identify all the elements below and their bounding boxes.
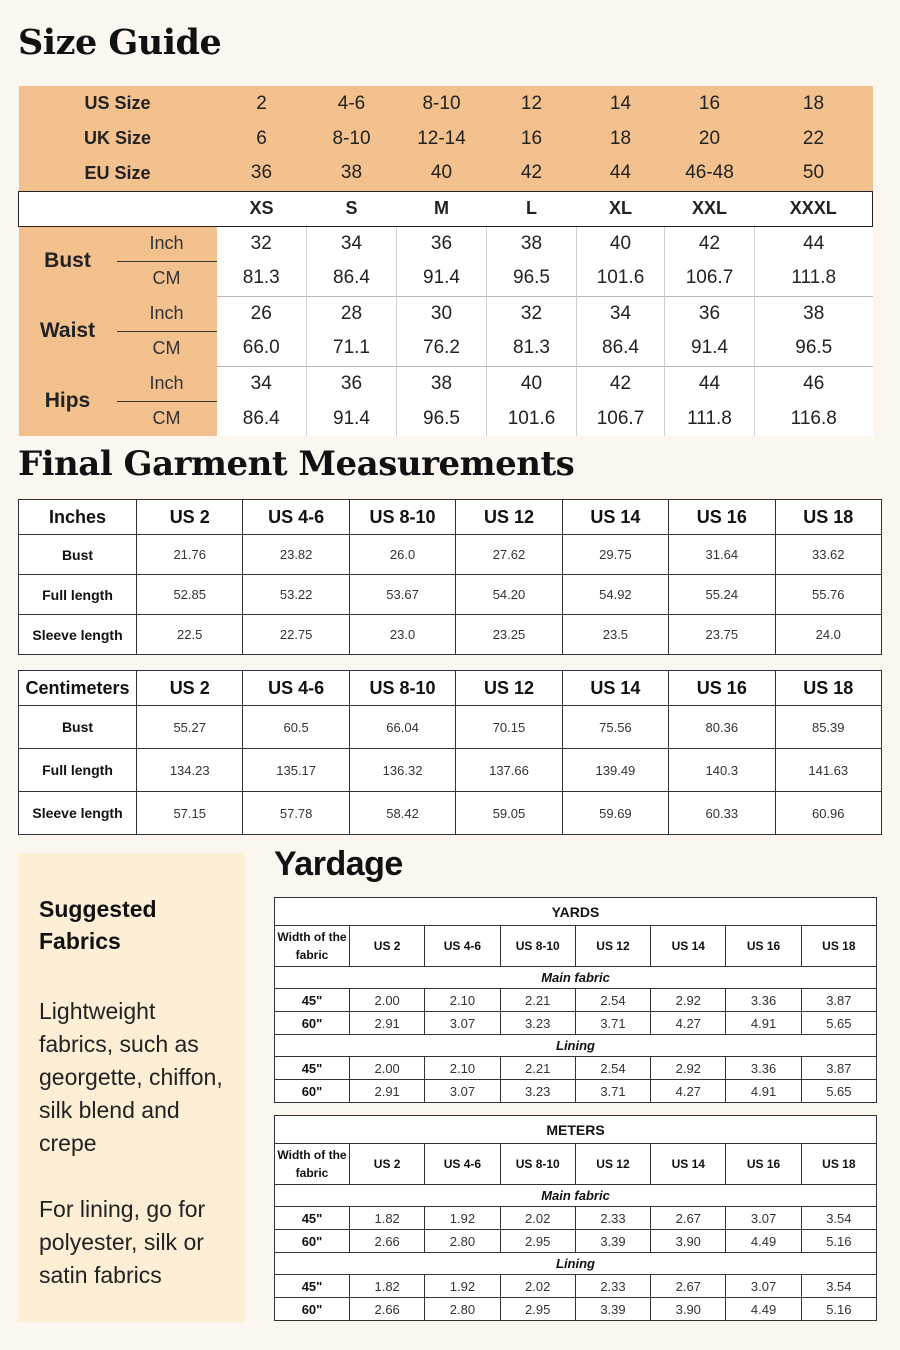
yardage-value: 2.21 (500, 989, 575, 1012)
yardage-column-header: US 12 (575, 926, 650, 967)
yardage-section-label: Lining (275, 1035, 877, 1057)
size-value: 42 (487, 156, 577, 191)
garment-value: 140.3 (669, 749, 775, 792)
yardage-column-header: US 14 (651, 926, 726, 967)
garment-column-header: US 8-10 (349, 500, 455, 535)
fabric-width: 60" (275, 1080, 350, 1103)
yardage-value: 3.54 (801, 1207, 876, 1230)
measurement-value: 34 (217, 366, 307, 401)
fabric-width: 45" (275, 989, 350, 1012)
size-value: 16 (665, 86, 755, 121)
size-value: 18 (577, 121, 665, 156)
yardage-value: 2.66 (350, 1298, 425, 1321)
yardage-value: 3.39 (575, 1298, 650, 1321)
size-value: 44 (577, 156, 665, 191)
suggested-fabrics-title: Suggested Fabrics (39, 896, 157, 954)
size-system-label: UK Size (19, 121, 217, 156)
yardage-meters-table (274, 1115, 877, 1321)
garment-value: 134.23 (137, 749, 243, 792)
size-header-row (19, 121, 873, 156)
measurement-inch-row (19, 366, 873, 401)
garment-value: 22.5 (137, 615, 243, 655)
garment-value: 55.27 (137, 706, 243, 749)
garment-value: 59.69 (562, 792, 668, 835)
size-guide-title: Size Guide (18, 22, 222, 63)
size-value: 22 (755, 121, 873, 156)
measurement-value: 44 (665, 366, 755, 401)
yardage-column-header: US 4-6 (425, 1144, 500, 1185)
measurement-value: 42 (577, 366, 665, 401)
size-value: 12-14 (397, 121, 487, 156)
yardage-value: 1.92 (425, 1207, 500, 1230)
garment-column-header: US 14 (562, 671, 668, 706)
yardage-header-row (275, 926, 877, 967)
measurement-value: 71.1 (307, 331, 397, 366)
garment-value: 58.42 (349, 792, 455, 835)
yardage-row (275, 1207, 877, 1230)
yardage-value: 3.07 (425, 1080, 500, 1103)
yardage-column-header: US 14 (651, 1144, 726, 1185)
size-header-row (19, 86, 873, 121)
yardage-value: 3.90 (651, 1230, 726, 1253)
yardage-column-header: US 2 (350, 926, 425, 967)
measurement-value: 106.7 (577, 401, 665, 436)
garment-row (19, 706, 882, 749)
garment-value: 53.22 (243, 575, 349, 615)
garment-value: 54.92 (562, 575, 668, 615)
garment-value: 54.20 (456, 575, 562, 615)
garment-value: 141.63 (775, 749, 881, 792)
measurement-value: 86.4 (577, 331, 665, 366)
letter-size: S (307, 191, 397, 226)
letter-size-spacer (19, 191, 217, 226)
size-value: 36 (217, 156, 307, 191)
suggested-fabrics-panel (18, 853, 245, 1322)
yardage-value: 5.16 (801, 1230, 876, 1253)
yardage-value: 3.07 (425, 1012, 500, 1035)
yardage-value: 2.80 (425, 1298, 500, 1321)
measurement-value: 38 (397, 366, 487, 401)
yardage-value: 2.91 (350, 1012, 425, 1035)
letter-size: XXL (665, 191, 755, 226)
yardage-yards-table (274, 897, 877, 1103)
unit-label-cm: CM (117, 261, 217, 296)
yardage-value: 2.10 (425, 1057, 500, 1080)
fabric-width: 60" (275, 1230, 350, 1253)
garment-column-header: US 14 (562, 500, 668, 535)
measurement-value: 101.6 (577, 261, 665, 296)
yardage-section-label: Main fabric (275, 1185, 877, 1207)
yardage-value: 1.82 (350, 1207, 425, 1230)
yardage-column-header: US 18 (801, 926, 876, 967)
measurement-value: 111.8 (665, 401, 755, 436)
garment-value: 60.33 (669, 792, 775, 835)
garment-value: 57.15 (137, 792, 243, 835)
fabric-width: 45" (275, 1275, 350, 1298)
measurement-cm-row (19, 261, 873, 296)
yardage-value: 2.02 (500, 1275, 575, 1298)
yardage-value: 3.87 (801, 1057, 876, 1080)
yardage-value: 3.36 (726, 1057, 801, 1080)
measurement-name: Hips (19, 366, 117, 436)
measurement-value: 26 (217, 296, 307, 331)
size-system-label: EU Size (19, 156, 217, 191)
yardage-column-header: US 4-6 (425, 926, 500, 967)
garment-row-label: Sleeve length (19, 792, 137, 835)
fabric-width: 45" (275, 1207, 350, 1230)
measurement-value: 86.4 (307, 261, 397, 296)
size-value: 4-6 (307, 86, 397, 121)
measurement-value: 38 (755, 296, 873, 331)
lining-text: For lining, go for polyester, silk or satin fabrics (39, 1196, 206, 1288)
size-value: 12 (487, 86, 577, 121)
yardage-value: 3.07 (726, 1207, 801, 1230)
measurement-value: 32 (217, 226, 307, 261)
yardage-section-label: Lining (275, 1253, 877, 1275)
garment-value: 27.62 (456, 535, 562, 575)
garment-value: 33.62 (775, 535, 881, 575)
yardage-row (275, 989, 877, 1012)
yardage-value: 2.92 (651, 989, 726, 1012)
garment-inches-table (18, 499, 882, 655)
measurement-value: 106.7 (665, 261, 755, 296)
yardage-value: 3.71 (575, 1012, 650, 1035)
garment-value: 60.5 (243, 706, 349, 749)
size-value: 8-10 (397, 86, 487, 121)
garment-value: 57.78 (243, 792, 349, 835)
yardage-section-row (275, 967, 877, 989)
measurement-value: 111.8 (755, 261, 873, 296)
garment-column-header: US 4-6 (243, 500, 349, 535)
garment-title: Final Garment Measurements (18, 444, 575, 484)
garment-column-header: US 18 (775, 500, 881, 535)
yardage-row (275, 1298, 877, 1321)
fabric-width: 60" (275, 1012, 350, 1035)
garment-value: 136.32 (349, 749, 455, 792)
garment-value: 70.15 (456, 706, 562, 749)
size-value: 18 (755, 86, 873, 121)
letter-size: XS (217, 191, 307, 226)
measurement-value: 91.4 (307, 401, 397, 436)
yardage-caption-row (275, 898, 877, 926)
yardage-value: 3.39 (575, 1230, 650, 1253)
garment-column-header: US 16 (669, 500, 775, 535)
measurement-value: 40 (577, 226, 665, 261)
garment-value: 23.75 (669, 615, 775, 655)
garment-column-header: US 12 (456, 500, 562, 535)
measurement-value: 81.3 (487, 331, 577, 366)
yardage-value: 3.90 (651, 1298, 726, 1321)
garment-column-header: US 16 (669, 671, 775, 706)
measurement-value: 42 (665, 226, 755, 261)
yardage-value: 5.65 (801, 1080, 876, 1103)
garment-row (19, 575, 882, 615)
fabric-width: 60" (275, 1298, 350, 1321)
unit-label-inch: Inch (117, 366, 217, 401)
measurement-name: Waist (19, 296, 117, 366)
yardage-column-header: US 12 (575, 1144, 650, 1185)
measurement-value: 34 (307, 226, 397, 261)
fabrics-text: Lightweight fabrics, such as georgette, chiffon, silk blend and crepe (39, 998, 223, 1156)
unit-label-inch: Inch (117, 296, 217, 331)
yardage-caption: YARDS (275, 898, 877, 926)
garment-value: 53.67 (349, 575, 455, 615)
yardage-value: 2.21 (500, 1057, 575, 1080)
measurement-value: 36 (665, 296, 755, 331)
garment-row (19, 792, 882, 835)
measurement-value: 30 (397, 296, 487, 331)
garment-value: 23.0 (349, 615, 455, 655)
yardage-value: 3.87 (801, 989, 876, 1012)
measurement-value: 66.0 (217, 331, 307, 366)
garment-value: 85.39 (775, 706, 881, 749)
yardage-value: 4.27 (651, 1080, 726, 1103)
yardage-caption-row (275, 1116, 877, 1144)
yardage-value: 1.92 (425, 1275, 500, 1298)
yardage-section-row (275, 1185, 877, 1207)
yardage-row (275, 1012, 877, 1035)
unit-label-cm: CM (117, 401, 217, 436)
yardage-value: 2.00 (350, 1057, 425, 1080)
yardage-section-row (275, 1253, 877, 1275)
measurement-value: 96.5 (397, 401, 487, 436)
yardage-value: 4.91 (726, 1080, 801, 1103)
measurement-value: 91.4 (397, 261, 487, 296)
yardage-value: 2.02 (500, 1207, 575, 1230)
yardage-row (275, 1080, 877, 1103)
garment-row-label: Full length (19, 749, 137, 792)
yardage-value: 5.65 (801, 1012, 876, 1035)
yardage-value: 2.54 (575, 1057, 650, 1080)
measurement-value: 81.3 (217, 261, 307, 296)
garment-unit-label: Inches (19, 500, 137, 535)
yardage-value: 4.49 (726, 1230, 801, 1253)
measurement-value: 44 (755, 226, 873, 261)
garment-row-label: Sleeve length (19, 615, 137, 655)
garment-column-header: US 12 (456, 671, 562, 706)
garment-header-row (19, 500, 882, 535)
measurement-value: 32 (487, 296, 577, 331)
yardage-column-header: US 8-10 (500, 1144, 575, 1185)
letter-size: XL (577, 191, 665, 226)
garment-unit-label: Centimeters (19, 671, 137, 706)
yardage-title: Yardage (274, 845, 403, 883)
yardage-value: 3.23 (500, 1012, 575, 1035)
width-of-fabric-label: Width of the fabric (275, 1144, 350, 1185)
measurement-value: 116.8 (755, 401, 873, 436)
size-value: 50 (755, 156, 873, 191)
garment-value: 55.76 (775, 575, 881, 615)
garment-value: 23.5 (562, 615, 668, 655)
garment-column-header: US 2 (137, 671, 243, 706)
yardage-value: 2.95 (500, 1298, 575, 1321)
garment-value: 23.82 (243, 535, 349, 575)
yardage-row (275, 1275, 877, 1298)
measurement-value: 36 (307, 366, 397, 401)
yardage-value: 2.33 (575, 1275, 650, 1298)
yardage-column-header: US 2 (350, 1144, 425, 1185)
measurement-inch-row (19, 226, 873, 261)
size-value: 38 (307, 156, 397, 191)
garment-centimeters-table (18, 670, 882, 835)
measurement-value: 76.2 (397, 331, 487, 366)
garment-row (19, 749, 882, 792)
garment-column-header: US 2 (137, 500, 243, 535)
size-system-label: US Size (19, 86, 217, 121)
yardage-value: 2.10 (425, 989, 500, 1012)
yardage-value: 3.71 (575, 1080, 650, 1103)
measurement-inch-row (19, 296, 873, 331)
size-value: 20 (665, 121, 755, 156)
measurement-value: 28 (307, 296, 397, 331)
garment-value: 31.64 (669, 535, 775, 575)
garment-header-row (19, 671, 882, 706)
yardage-section-row (275, 1035, 877, 1057)
yardage-column-header: US 16 (726, 1144, 801, 1185)
size-value: 14 (577, 86, 665, 121)
size-value: 2 (217, 86, 307, 121)
yardage-value: 2.66 (350, 1230, 425, 1253)
size-header-row (19, 156, 873, 191)
size-value: 16 (487, 121, 577, 156)
measurement-value: 40 (487, 366, 577, 401)
width-of-fabric-label: Width of the fabric (275, 926, 350, 967)
size-value: 8-10 (307, 121, 397, 156)
garment-value: 22.75 (243, 615, 349, 655)
size-value: 40 (397, 156, 487, 191)
yardage-column-header: US 16 (726, 926, 801, 967)
measurement-cm-row (19, 331, 873, 366)
garment-column-header: US 8-10 (349, 671, 455, 706)
yardage-value: 2.33 (575, 1207, 650, 1230)
yardage-column-header: US 8-10 (500, 926, 575, 967)
letter-size-row (19, 191, 873, 226)
size-guide-table (18, 86, 873, 436)
measurement-cm-row (19, 401, 873, 436)
letter-size: M (397, 191, 487, 226)
yardage-value: 3.54 (801, 1275, 876, 1298)
yardage-value: 4.27 (651, 1012, 726, 1035)
measurement-value: 101.6 (487, 401, 577, 436)
garment-row-label: Full length (19, 575, 137, 615)
letter-size: XXXL (755, 191, 873, 226)
garment-column-header: US 4-6 (243, 671, 349, 706)
yardage-value: 2.91 (350, 1080, 425, 1103)
measurement-value: 96.5 (755, 331, 873, 366)
yardage-caption: METERS (275, 1116, 877, 1144)
size-value: 6 (217, 121, 307, 156)
garment-column-header: US 18 (775, 671, 881, 706)
yardage-section-label: Main fabric (275, 967, 877, 989)
garment-value: 137.66 (456, 749, 562, 792)
garment-value: 60.96 (775, 792, 881, 835)
garment-row (19, 615, 882, 655)
yardage-column-header: US 18 (801, 1144, 876, 1185)
measurement-value: 91.4 (665, 331, 755, 366)
yardage-value: 2.80 (425, 1230, 500, 1253)
garment-value: 23.25 (456, 615, 562, 655)
unit-label-inch: Inch (117, 226, 217, 261)
garment-value: 29.75 (562, 535, 668, 575)
garment-value: 26.0 (349, 535, 455, 575)
yardage-value: 3.36 (726, 989, 801, 1012)
yardage-value: 2.67 (651, 1207, 726, 1230)
garment-value: 55.24 (669, 575, 775, 615)
garment-value: 75.56 (562, 706, 668, 749)
garment-row (19, 535, 882, 575)
fabric-width: 45" (275, 1057, 350, 1080)
measurement-value: 36 (397, 226, 487, 261)
yardage-value: 2.00 (350, 989, 425, 1012)
garment-value: 24.0 (775, 615, 881, 655)
measurement-value: 86.4 (217, 401, 307, 436)
measurement-value: 38 (487, 226, 577, 261)
garment-value: 139.49 (562, 749, 668, 792)
garment-value: 21.76 (137, 535, 243, 575)
garment-value: 66.04 (349, 706, 455, 749)
yardage-value: 2.92 (651, 1057, 726, 1080)
yardage-row (275, 1057, 877, 1080)
garment-value: 135.17 (243, 749, 349, 792)
measurement-value: 96.5 (487, 261, 577, 296)
yardage-value: 3.23 (500, 1080, 575, 1103)
yardage-value: 1.82 (350, 1275, 425, 1298)
yardage-value: 4.91 (726, 1012, 801, 1035)
garment-row-label: Bust (19, 535, 137, 575)
garment-value: 80.36 (669, 706, 775, 749)
garment-value: 52.85 (137, 575, 243, 615)
yardage-value: 3.07 (726, 1275, 801, 1298)
yardage-value: 2.67 (651, 1275, 726, 1298)
yardage-header-row (275, 1144, 877, 1185)
yardage-row (275, 1230, 877, 1253)
unit-label-cm: CM (117, 331, 217, 366)
size-value: 46-48 (665, 156, 755, 191)
garment-value: 59.05 (456, 792, 562, 835)
yardage-value: 5.16 (801, 1298, 876, 1321)
garment-row-label: Bust (19, 706, 137, 749)
measurement-name: Bust (19, 226, 117, 296)
measurement-value: 34 (577, 296, 665, 331)
measurement-value: 46 (755, 366, 873, 401)
letter-size: L (487, 191, 577, 226)
yardage-value: 4.49 (726, 1298, 801, 1321)
yardage-value: 2.54 (575, 989, 650, 1012)
yardage-value: 2.95 (500, 1230, 575, 1253)
